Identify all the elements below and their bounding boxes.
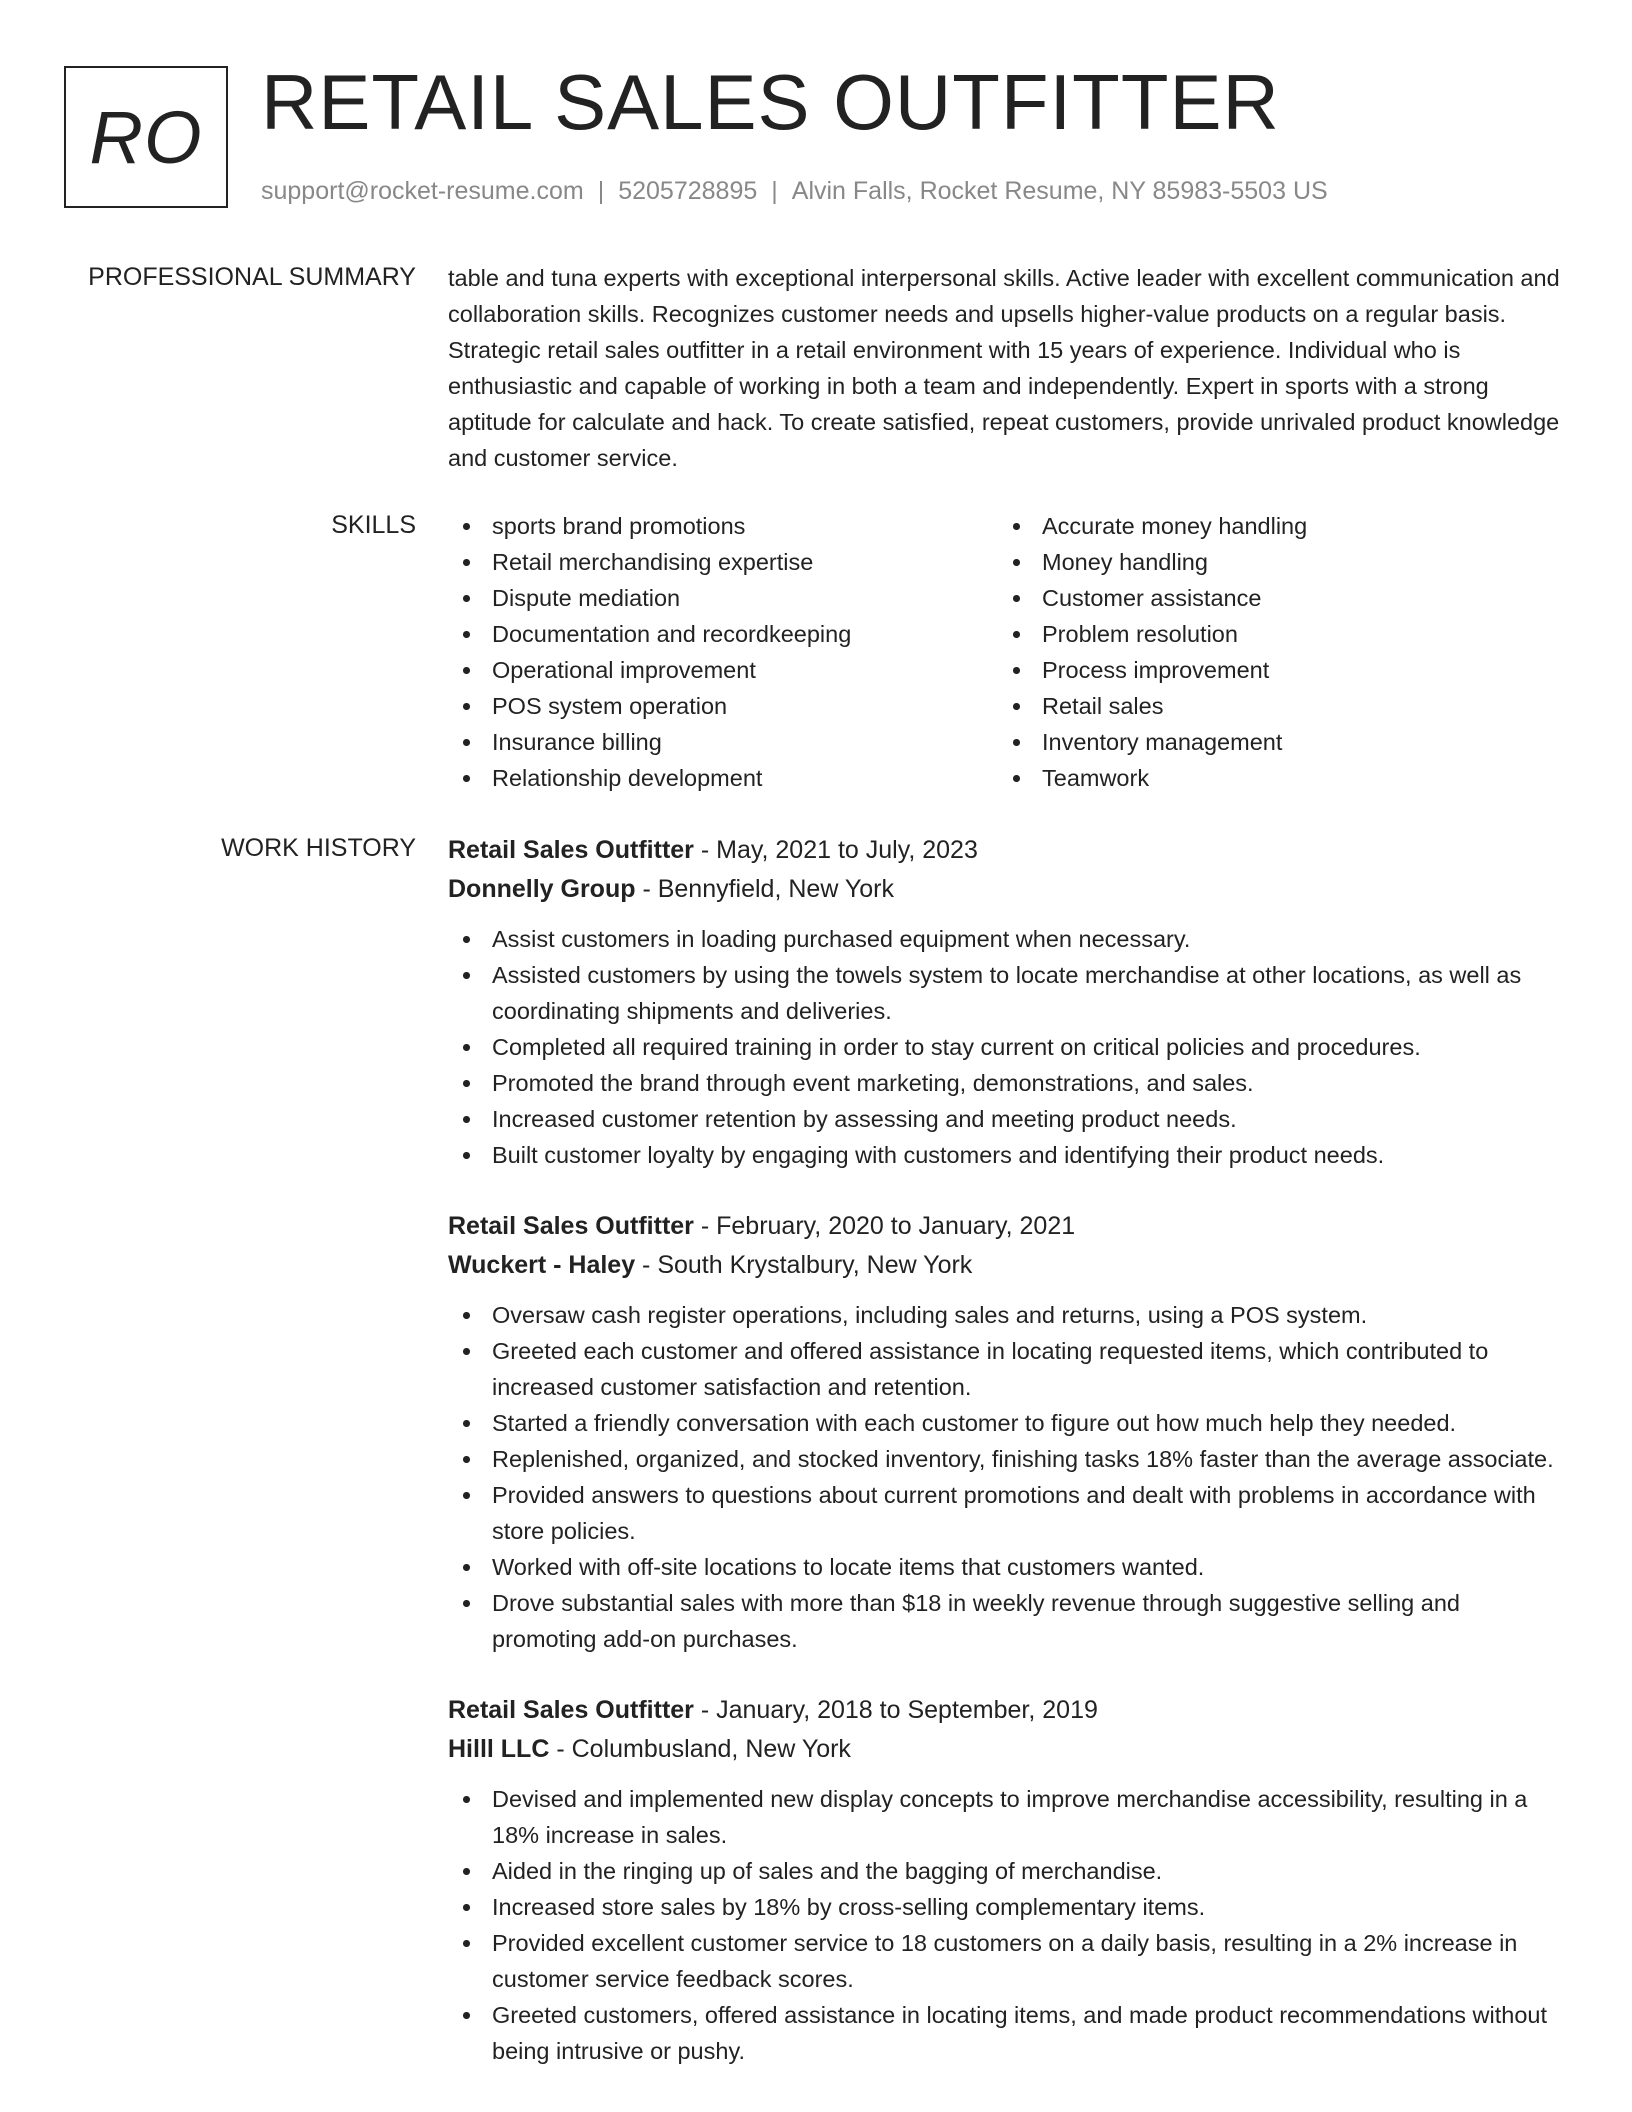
job-bullet: Completed all required training in order to stay current on critical policies and procedures.	[448, 1029, 1560, 1065]
job-bullet: Increased customer retention by assessing and meeting product needs.	[448, 1101, 1560, 1137]
job-bullet: Drove substantial sales with more than $18 in weekly revenue through suggestive selling and promoting add-on purchases.	[448, 1585, 1560, 1657]
skill-item: Process improvement	[998, 652, 1548, 688]
skill-item: Problem resolution	[998, 616, 1548, 652]
job-company-line	[448, 1730, 1560, 1769]
job-location: - South Krystalbury, New York	[635, 1251, 973, 1279]
job-entry	[448, 831, 1560, 1173]
skills-list-left	[448, 508, 998, 796]
skill-item: Money handling	[998, 544, 1548, 580]
skill-item: Teamwork	[998, 760, 1548, 796]
job-dates: - February, 2020 to January, 2021	[693, 1212, 1076, 1240]
contact-phone: 5205728895	[618, 177, 758, 205]
job-company: Donnelly Group	[448, 875, 636, 903]
job-bullet: Started a friendly conversation with each customer to figure out how much help they needed.	[448, 1405, 1560, 1441]
job-location: - Columbusland, New York	[549, 1735, 851, 1763]
job-bullet: Built customer loyalty by engaging with customers and identifying their product needs.	[448, 1137, 1560, 1173]
job-title: Retail Sales Outfitter	[448, 1696, 694, 1724]
job-company: Wuckert - Haley	[448, 1251, 636, 1279]
job-dates: - May, 2021 to July, 2023	[693, 836, 978, 864]
skill-item: Relationship development	[448, 760, 998, 796]
skill-item: Customer assistance	[998, 580, 1548, 616]
job-bullet: Assisted customers by using the towels system to locate merchandise at other locations, as well as coordinating shipments and deliveries.	[448, 957, 1560, 1029]
job-bullet: Greeted customers, offered assistance in locating items, and made product recommendations without being intrusive or pushy.	[448, 1997, 1560, 2069]
contact-separator: |	[771, 177, 778, 205]
work-history-heading: WORK HISTORY	[221, 834, 416, 862]
job-bullet: Increased store sales by 18% by cross-selling complementary items.	[448, 1889, 1560, 1925]
job-company-line	[448, 1246, 1560, 1285]
job-title-line	[448, 831, 1560, 870]
job-company-line	[448, 870, 1560, 909]
skill-item: Insurance billing	[448, 724, 998, 760]
skill-item: Inventory management	[998, 724, 1548, 760]
skills-content	[448, 508, 1560, 796]
job-location: - Bennyfield, New York	[635, 875, 894, 903]
contact-line	[261, 174, 1328, 208]
job-dates: - January, 2018 to September, 2019	[693, 1696, 1098, 1724]
job-title: Retail Sales Outfitter	[448, 1212, 694, 1240]
job-bullet: Assist customers in loading purchased equipment when necessary.	[448, 921, 1560, 957]
skill-item: POS system operation	[448, 688, 998, 724]
job-company: Hilll LLC	[448, 1735, 550, 1763]
job-bullet: Promoted the brand through event marketing, demonstrations, and sales.	[448, 1065, 1560, 1101]
job-bullet: Aided in the ringing up of sales and the bagging of merchandise.	[448, 1853, 1560, 1889]
job-title: Retail Sales Outfitter	[448, 836, 694, 864]
job-bullet: Devised and implemented new display concepts to improve merchandise accessibility, resulting in a 18% increase in sales.	[448, 1781, 1560, 1853]
work-history-content	[448, 831, 1560, 2103]
skills-columns	[448, 508, 1560, 796]
job-bullets	[448, 1781, 1560, 2069]
skill-item: Dispute mediation	[448, 580, 998, 616]
job-bullet: Provided answers to questions about current promotions and dealt with problems in accordance with store policies.	[448, 1477, 1560, 1549]
job-title-line	[448, 1207, 1560, 1246]
skill-item: Accurate money handling	[998, 508, 1548, 544]
monogram-badge	[64, 66, 228, 208]
contact-address: Alvin Falls, Rocket Resume, NY 85983-5503 US	[791, 177, 1328, 205]
contact-email: support@rocket-resume.com	[261, 177, 584, 205]
skill-item: Operational improvement	[448, 652, 998, 688]
job-entry	[448, 1207, 1560, 1657]
contact-separator: |	[597, 177, 605, 205]
job-bullets	[448, 921, 1560, 1173]
skills-list-right	[998, 508, 1548, 796]
job-bullet: Oversaw cash register operations, including sales and returns, using a POS system.	[448, 1297, 1560, 1333]
skill-item: Documentation and recordkeeping	[448, 616, 998, 652]
summary-text: table and tuna experts with exceptional interpersonal skills. Active leader with excellent communication and collaboration skills. Recognizes customer needs and upsells higher-value products on a regular basis. Strategic retail sales outfitter in a retail environment with 15 years of experience. Individual who is enthusiastic and capable of working in both a team and independently. Expert in sports with a strong aptitude for calculate and hack. To create satisfied, repeat customers, provide unrivaled product knowledge and customer service.	[448, 265, 1560, 471]
skill-item: Retail sales	[998, 688, 1548, 724]
job-bullets	[448, 1297, 1560, 1657]
job-entry	[448, 1691, 1560, 2069]
summary-content	[448, 260, 1560, 476]
job-bullet: Replenished, organized, and stocked inventory, finishing tasks 18% faster than the average associate.	[448, 1441, 1560, 1477]
skill-item: sports brand promotions	[448, 508, 998, 544]
resume-name: RETAIL SALES OUTFITTER	[261, 58, 1280, 146]
summary-heading: PROFESSIONAL SUMMARY	[88, 263, 416, 291]
job-bullet: Greeted each customer and offered assistance in locating requested items, which contributed to increased customer satisfaction and retention.	[448, 1333, 1560, 1405]
job-title-line	[448, 1691, 1560, 1730]
skills-heading: SKILLS	[331, 511, 416, 539]
monogram-text: RO	[89, 95, 203, 179]
job-bullet: Worked with off-site locations to locate items that customers wanted.	[448, 1549, 1560, 1585]
job-bullet: Provided excellent customer service to 18 customers on a daily basis, resulting in a 2% increase in customer service feedback scores.	[448, 1925, 1560, 1997]
skill-item: Retail merchandising expertise	[448, 544, 998, 580]
